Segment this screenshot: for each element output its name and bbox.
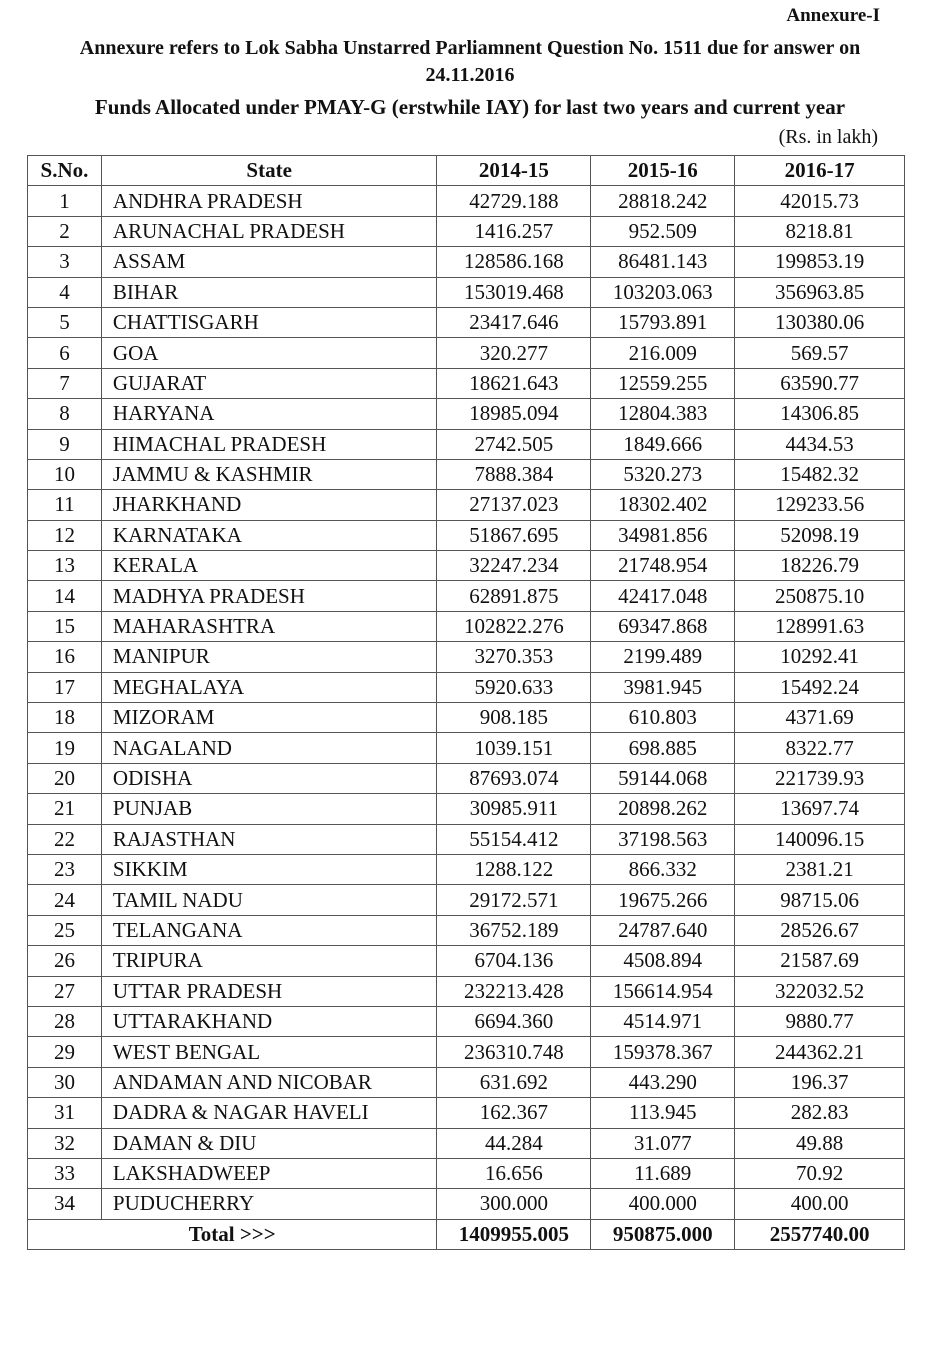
cell-state: ANDHRA PRADESH	[101, 186, 437, 216]
cell-state: UTTAR PRADESH	[101, 976, 437, 1006]
cell-2016-17: 221739.93	[735, 763, 905, 793]
cell-state: KARNATAKA	[101, 520, 437, 550]
table-row	[28, 854, 905, 884]
cell-2014-15: 5920.633	[437, 672, 591, 702]
cell-2016-17: 400.00	[735, 1189, 905, 1219]
cell-2016-17: 49.88	[735, 1128, 905, 1158]
table-row	[28, 733, 905, 763]
table-row	[28, 186, 905, 216]
cell-sno: 33	[28, 1158, 102, 1188]
table-row	[28, 399, 905, 429]
cell-2015-16: 156614.954	[591, 976, 735, 1006]
table-row	[28, 763, 905, 793]
table-row	[28, 672, 905, 702]
cell-sno: 7	[28, 368, 102, 398]
table-row	[28, 1006, 905, 1036]
table-row	[28, 824, 905, 854]
cell-2016-17: 98715.06	[735, 885, 905, 915]
cell-sno: 19	[28, 733, 102, 763]
cell-state: LAKSHADWEEP	[101, 1158, 437, 1188]
cell-2015-16: 31.077	[591, 1128, 735, 1158]
table-row	[28, 794, 905, 824]
cell-2014-15: 631.692	[437, 1067, 591, 1097]
cell-2014-15: 27137.023	[437, 490, 591, 520]
cell-state: MIZORAM	[101, 703, 437, 733]
cell-state: GOA	[101, 338, 437, 368]
cell-sno: 34	[28, 1189, 102, 1219]
cell-2016-17: 199853.19	[735, 247, 905, 277]
cell-sno: 25	[28, 915, 102, 945]
cell-2016-17: 8218.81	[735, 216, 905, 246]
cell-state: RAJASTHAN	[101, 824, 437, 854]
cell-state: CHATTISGARH	[101, 307, 437, 337]
cell-2016-17: 196.37	[735, 1067, 905, 1097]
cell-2015-16: 1849.666	[591, 429, 735, 459]
cell-2015-16: 113.945	[591, 1098, 735, 1128]
cell-state: JAMMU & KASHMIR	[101, 459, 437, 489]
cell-state: JHARKHAND	[101, 490, 437, 520]
cell-2015-16: 15793.891	[591, 307, 735, 337]
cell-2014-15: 87693.074	[437, 763, 591, 793]
cell-state: SIKKIM	[101, 854, 437, 884]
cell-state: PUDUCHERRY	[101, 1189, 437, 1219]
unit-note: (Rs. in lakh)	[778, 126, 878, 148]
cell-2016-17: 569.57	[735, 338, 905, 368]
header-2015-16: 2015-16	[591, 156, 735, 186]
cell-state: BIHAR	[101, 277, 437, 307]
cell-2015-16: 866.332	[591, 854, 735, 884]
cell-2016-17: 9880.77	[735, 1006, 905, 1036]
header-sno: S.No.	[28, 156, 102, 186]
cell-2016-17: 128991.63	[735, 611, 905, 641]
total-2016-17: 2557740.00	[735, 1219, 905, 1249]
cell-2015-16: 69347.868	[591, 611, 735, 641]
cell-state: HARYANA	[101, 399, 437, 429]
table-row	[28, 1067, 905, 1097]
cell-2015-16: 20898.262	[591, 794, 735, 824]
cell-2014-15: 51867.695	[437, 520, 591, 550]
table-row	[28, 1128, 905, 1158]
cell-2016-17: 21587.69	[735, 946, 905, 976]
cell-2014-15: 320.277	[437, 338, 591, 368]
cell-2016-17: 130380.06	[735, 307, 905, 337]
cell-2014-15: 300.000	[437, 1189, 591, 1219]
cell-state: TRIPURA	[101, 946, 437, 976]
total-label: Total >>>	[28, 1219, 437, 1249]
table-row	[28, 307, 905, 337]
table-row	[28, 581, 905, 611]
cell-2016-17: 322032.52	[735, 976, 905, 1006]
cell-2014-15: 36752.189	[437, 915, 591, 945]
cell-sno: 27	[28, 976, 102, 1006]
cell-2014-15: 2742.505	[437, 429, 591, 459]
cell-sno: 16	[28, 642, 102, 672]
cell-2016-17: 15482.32	[735, 459, 905, 489]
cell-2016-17: 10292.41	[735, 642, 905, 672]
cell-2015-16: 443.290	[591, 1067, 735, 1097]
cell-2015-16: 103203.063	[591, 277, 735, 307]
cell-sno: 2	[28, 216, 102, 246]
cell-state: MEGHALAYA	[101, 672, 437, 702]
cell-2015-16: 37198.563	[591, 824, 735, 854]
cell-sno: 4	[28, 277, 102, 307]
cell-state: ASSAM	[101, 247, 437, 277]
cell-2015-16: 4514.971	[591, 1006, 735, 1036]
cell-2015-16: 400.000	[591, 1189, 735, 1219]
funds-table	[27, 155, 905, 1250]
cell-2015-16: 5320.273	[591, 459, 735, 489]
cell-2014-15: 44.284	[437, 1128, 591, 1158]
cell-sno: 21	[28, 794, 102, 824]
cell-state: KERALA	[101, 551, 437, 581]
cell-2015-16: 2199.489	[591, 642, 735, 672]
cell-state: DADRA & NAGAR HAVELI	[101, 1098, 437, 1128]
cell-2016-17: 70.92	[735, 1158, 905, 1188]
cell-2015-16: 952.509	[591, 216, 735, 246]
cell-2014-15: 102822.276	[437, 611, 591, 641]
cell-2014-15: 1288.122	[437, 854, 591, 884]
cell-sno: 11	[28, 490, 102, 520]
cell-2016-17: 129233.56	[735, 490, 905, 520]
cell-sno: 13	[28, 551, 102, 581]
cell-state: ANDAMAN AND NICOBAR	[101, 1067, 437, 1097]
table-row	[28, 642, 905, 672]
cell-sno: 17	[28, 672, 102, 702]
cell-2015-16: 86481.143	[591, 247, 735, 277]
cell-2016-17: 4434.53	[735, 429, 905, 459]
cell-state: MAHARASHTRA	[101, 611, 437, 641]
cell-2014-15: 3270.353	[437, 642, 591, 672]
cell-state: WEST BENGAL	[101, 1037, 437, 1067]
annexure-label: Annexure-I	[786, 5, 880, 26]
cell-2014-15: 236310.748	[437, 1037, 591, 1067]
cell-2016-17: 244362.21	[735, 1037, 905, 1067]
cell-sno: 6	[28, 338, 102, 368]
cell-2014-15: 42729.188	[437, 186, 591, 216]
cell-2014-15: 6704.136	[437, 946, 591, 976]
table-row	[28, 368, 905, 398]
cell-sno: 18	[28, 703, 102, 733]
cell-sno: 14	[28, 581, 102, 611]
cell-state: TAMIL NADU	[101, 885, 437, 915]
cell-2016-17: 250875.10	[735, 581, 905, 611]
cell-sno: 28	[28, 1006, 102, 1036]
total-row	[28, 1219, 905, 1249]
cell-2016-17: 8322.77	[735, 733, 905, 763]
cell-2015-16: 59144.068	[591, 763, 735, 793]
cell-2016-17: 18226.79	[735, 551, 905, 581]
document-subtitle: Funds Allocated under PMAY-G (erstwhile IAY) for last two years and current year	[94, 95, 846, 119]
cell-2015-16: 3981.945	[591, 672, 735, 702]
cell-2015-16: 698.885	[591, 733, 735, 763]
cell-state: MANIPUR	[101, 642, 437, 672]
cell-2016-17: 4371.69	[735, 703, 905, 733]
table-row	[28, 459, 905, 489]
table-row	[28, 976, 905, 1006]
header-state: State	[101, 156, 437, 186]
cell-sno: 24	[28, 885, 102, 915]
cell-2014-15: 18621.643	[437, 368, 591, 398]
cell-2014-15: 908.185	[437, 703, 591, 733]
table-row	[28, 247, 905, 277]
cell-2015-16: 4508.894	[591, 946, 735, 976]
cell-2016-17: 28526.67	[735, 915, 905, 945]
table-row	[28, 520, 905, 550]
cell-2014-15: 32247.234	[437, 551, 591, 581]
table-row	[28, 1189, 905, 1219]
cell-2015-16: 12559.255	[591, 368, 735, 398]
cell-2016-17: 282.83	[735, 1098, 905, 1128]
cell-state: ODISHA	[101, 763, 437, 793]
cell-2016-17: 52098.19	[735, 520, 905, 550]
cell-state: NAGALAND	[101, 733, 437, 763]
cell-2015-16: 159378.367	[591, 1037, 735, 1067]
cell-2016-17: 15492.24	[735, 672, 905, 702]
cell-2015-16: 42417.048	[591, 581, 735, 611]
cell-2016-17: 140096.15	[735, 824, 905, 854]
cell-2014-15: 6694.360	[437, 1006, 591, 1036]
cell-2014-15: 18985.094	[437, 399, 591, 429]
table-row	[28, 1158, 905, 1188]
cell-state: MADHYA PRADESH	[101, 581, 437, 611]
cell-2015-16: 11.689	[591, 1158, 735, 1188]
cell-state: GUJARAT	[101, 368, 437, 398]
cell-2014-15: 23417.646	[437, 307, 591, 337]
cell-2016-17: 356963.85	[735, 277, 905, 307]
cell-2014-15: 7888.384	[437, 459, 591, 489]
header-row	[28, 156, 905, 186]
table-row	[28, 490, 905, 520]
cell-sno: 30	[28, 1067, 102, 1097]
cell-sno: 1	[28, 186, 102, 216]
cell-state: DAMAN & DIU	[101, 1128, 437, 1158]
cell-2014-15: 232213.428	[437, 976, 591, 1006]
table-body	[28, 186, 905, 1219]
cell-2014-15: 30985.911	[437, 794, 591, 824]
cell-2014-15: 1039.151	[437, 733, 591, 763]
cell-sno: 3	[28, 247, 102, 277]
cell-2014-15: 62891.875	[437, 581, 591, 611]
cell-sno: 15	[28, 611, 102, 641]
cell-2014-15: 29172.571	[437, 885, 591, 915]
cell-sno: 8	[28, 399, 102, 429]
cell-sno: 31	[28, 1098, 102, 1128]
table-row	[28, 338, 905, 368]
table-row	[28, 277, 905, 307]
table-row	[28, 946, 905, 976]
cell-2015-16: 24787.640	[591, 915, 735, 945]
table-row	[28, 885, 905, 915]
cell-sno: 22	[28, 824, 102, 854]
cell-sno: 10	[28, 459, 102, 489]
cell-sno: 9	[28, 429, 102, 459]
cell-2014-15: 55154.412	[437, 824, 591, 854]
cell-2015-16: 12804.383	[591, 399, 735, 429]
cell-2015-16: 610.803	[591, 703, 735, 733]
cell-sno: 29	[28, 1037, 102, 1067]
cell-state: UTTARAKHAND	[101, 1006, 437, 1036]
cell-2015-16: 34981.856	[591, 520, 735, 550]
cell-2015-16: 28818.242	[591, 186, 735, 216]
cell-2015-16: 19675.266	[591, 885, 735, 915]
table-row	[28, 1098, 905, 1128]
header-2016-17: 2016-17	[735, 156, 905, 186]
cell-state: HIMACHAL PRADESH	[101, 429, 437, 459]
cell-2014-15: 1416.257	[437, 216, 591, 246]
cell-2015-16: 21748.954	[591, 551, 735, 581]
header-2014-15: 2014-15	[437, 156, 591, 186]
cell-2014-15: 162.367	[437, 1098, 591, 1128]
cell-2016-17: 13697.74	[735, 794, 905, 824]
table-row	[28, 551, 905, 581]
document-title: Annexure refers to Lok Sabha Unstarred Parliamnent Question No. 1511 due for answer on 24.11.2016	[79, 37, 861, 86]
cell-state: TELANGANA	[101, 915, 437, 945]
total-2015-16: 950875.000	[591, 1219, 735, 1249]
cell-2014-15: 128586.168	[437, 247, 591, 277]
cell-state: ARUNACHAL PRADESH	[101, 216, 437, 246]
cell-2016-17: 14306.85	[735, 399, 905, 429]
cell-2015-16: 216.009	[591, 338, 735, 368]
cell-sno: 5	[28, 307, 102, 337]
table-row	[28, 915, 905, 945]
cell-2015-16: 18302.402	[591, 490, 735, 520]
cell-sno: 23	[28, 854, 102, 884]
cell-2014-15: 153019.468	[437, 277, 591, 307]
cell-state: PUNJAB	[101, 794, 437, 824]
table-row	[28, 703, 905, 733]
table-row	[28, 429, 905, 459]
table-row	[28, 611, 905, 641]
table-row	[28, 216, 905, 246]
cell-sno: 12	[28, 520, 102, 550]
cell-2016-17: 2381.21	[735, 854, 905, 884]
cell-sno: 32	[28, 1128, 102, 1158]
cell-sno: 20	[28, 763, 102, 793]
table-row	[28, 1037, 905, 1067]
cell-2016-17: 63590.77	[735, 368, 905, 398]
cell-2016-17: 42015.73	[735, 186, 905, 216]
cell-2014-15: 16.656	[437, 1158, 591, 1188]
total-2014-15: 1409955.005	[437, 1219, 591, 1249]
cell-sno: 26	[28, 946, 102, 976]
